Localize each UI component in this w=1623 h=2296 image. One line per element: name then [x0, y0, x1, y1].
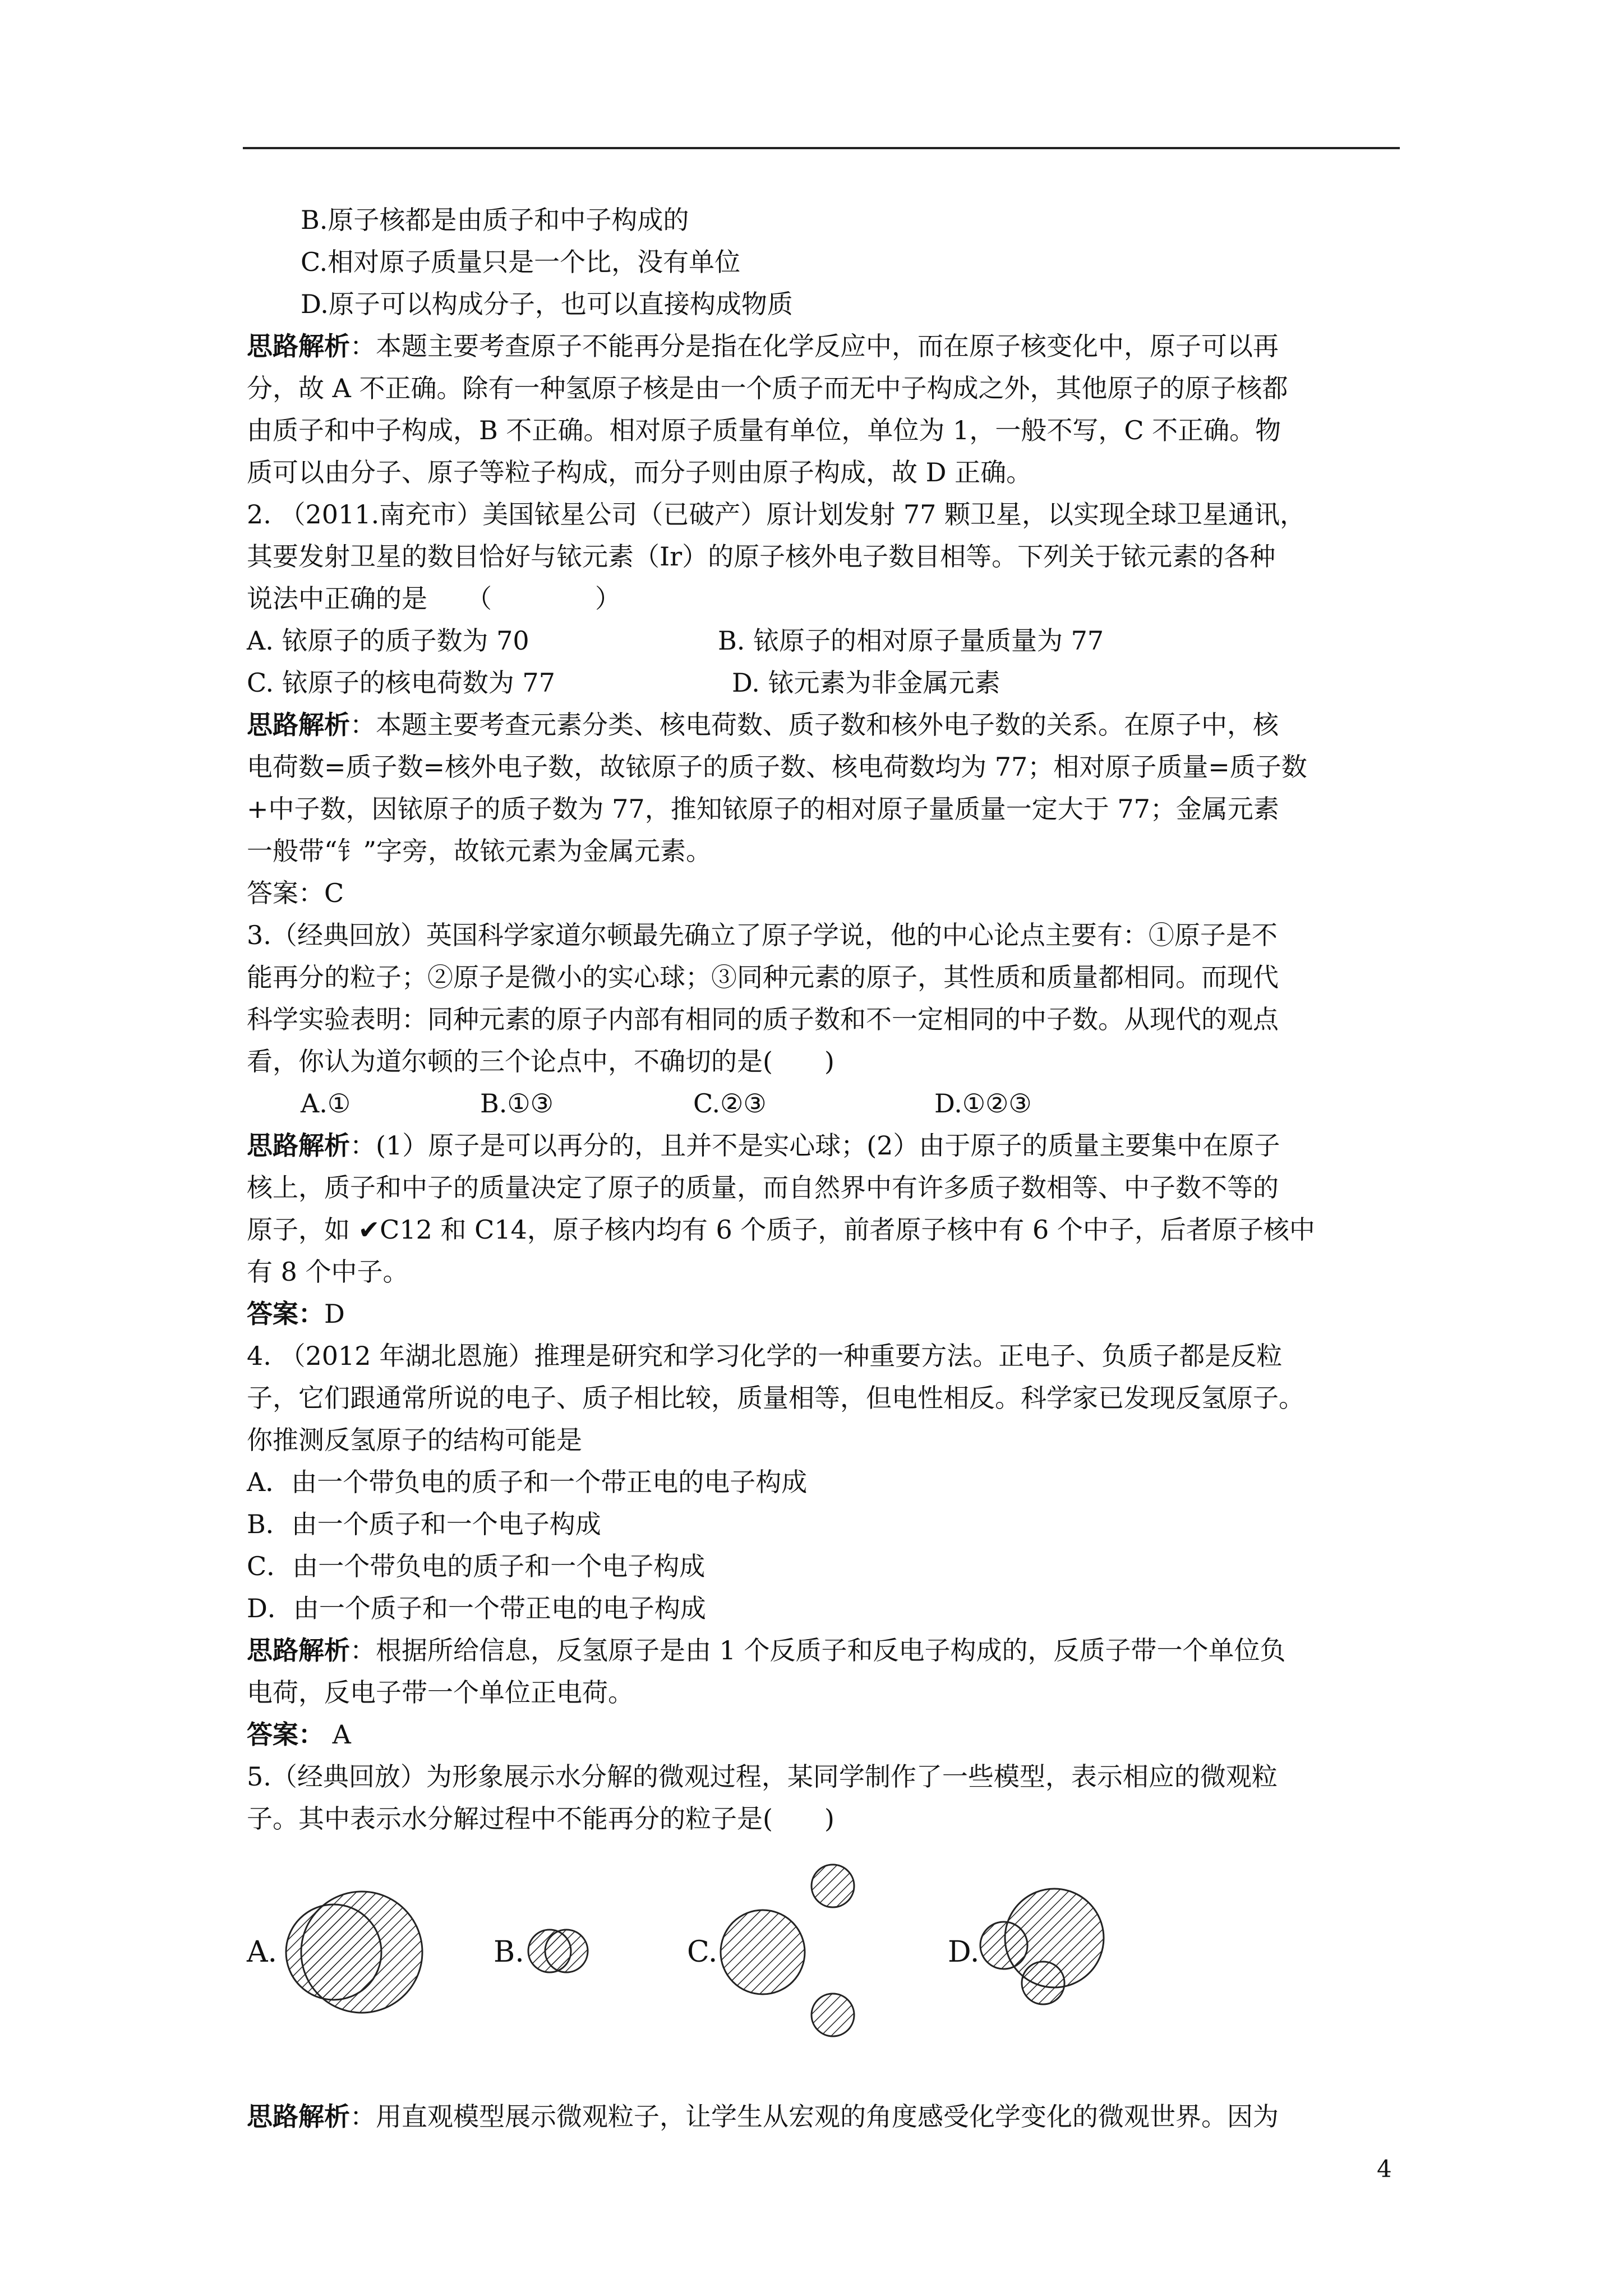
q3-analysis-line: 思路解析：(1）原子是可以再分的，且并不是实心球；(2）由于原子的质量主要集中在原子 [247, 1130, 1280, 1161]
q4-option-d: D．由一个质子和一个带正电的电子构成 [247, 1593, 706, 1623]
q4-option-a: A．由一个带负电的质子和一个带正电的电子构成 [247, 1467, 808, 1497]
q3-analysis-line: 有 8 个中子。 [247, 1257, 409, 1287]
q2-analysis-line: 思路解析：本题主要考查元素分类、核电荷数、质子数和核外电子数的关系。在原子中，核 [247, 710, 1279, 740]
model-label-a: A. [247, 1935, 278, 1969]
page-number: 4 [1377, 2155, 1392, 2183]
q3-stem-line: 3.（经典回放）英国科学家道尔顿最先确立了原子学说，他的中心论点主要有：①原子是不 [247, 920, 1278, 950]
model-b-molecule [528, 1930, 588, 1972]
q3-option-c: C.②③ [693, 1088, 767, 1119]
q2-analysis-line: 一般带“钅”字旁，故铱元素为金属元素。 [247, 836, 712, 866]
q3-analysis-line: 核上，质子和中子的质量决定了原子的质量，而自然界中有许多质子数相等、中子数不等的 [247, 1172, 1279, 1203]
q1-analysis-line: 分，故 A 不正确。除有一种氢原子核是由一个质子而无中子构成之外，其他原子的原子核都 [247, 373, 1288, 403]
model-label-b: B. [494, 1935, 524, 1969]
q4-analysis-line: 思路解析：根据所给信息，反氢原子是由 1 个反质子和反电子构成的，反质子带一个单位负 [247, 1635, 1286, 1665]
q3-option-b: B.①③ [480, 1088, 554, 1119]
answer-label: 答案： [247, 1299, 324, 1329]
q4-stem-line: 子，它们跟通常所说的电子、质子相比较，质量相等，但电性相反。科学家已发现反氢原子。 [247, 1383, 1304, 1413]
model-c-small-atom [811, 1865, 854, 1907]
model-d-molecule [980, 1889, 1104, 2004]
q3-stem-line: 能再分的粒子；②原子是微小的实心球；③同种元素的原子，其性质和质量都相同。而现代 [247, 962, 1279, 992]
q2-options-row-1 [247, 620, 1402, 662]
q4-option-c: C．由一个带负电的质子和一个电子构成 [247, 1551, 706, 1581]
q3-stem-line: 看，你认为道尔顿的三个论点中，不确切的是( ) [247, 1046, 834, 1076]
q3-analysis-line: 原子，如 ✔C12 和 C14，原子核内均有 6 个质子，前者原子核中有 6 个中子，后者原子核中 [247, 1214, 1315, 1245]
q2-stem-line: 2. （2011.南充市）美国铱星公司（已破产）原计划发射 77 颗卫星，以实现全球卫星通讯， [247, 499, 1306, 530]
model-c-atoms [721, 1865, 854, 2036]
q1-analysis-line: 由质子和中子构成，B 不正确。相对原子质量有单位，单位为 1，一般不写，C 不正确。物 [247, 415, 1281, 445]
q2-stem-line: 说法中正确的是 （ ） [247, 583, 621, 614]
q2-analysis-line: +中子数，因铱原子的质子数为 77，推知铱原子的相对原子量质量一定大于 77；金属元素 [247, 794, 1279, 824]
answer-label: 答案： [247, 1719, 324, 1750]
q2-options-row-2 [247, 662, 1402, 704]
model-label-c: C. [687, 1935, 718, 1969]
analysis-label: 思路解析 [247, 710, 350, 740]
q1-option-b: B.原子核都是由质子和中子构成的 [301, 205, 689, 235]
q3-option-d: D.①②③ [934, 1088, 1032, 1119]
particle-models-svg [247, 1857, 1144, 2081]
q1-analysis-line: 思路解析：本题主要考查原子不能再分是指在化学反应中，而在原子核变化中，原子可以再 [247, 331, 1279, 361]
q4-stem-line: 4. （2012 年湖北恩施）推理是研究和学习化学的一种重要方法。正电子、负质子都是反粒 [247, 1341, 1283, 1371]
model-d-small-atom [1022, 1962, 1064, 2004]
q1-option-d: D.原子可以构成分子，也可以直接构成物质 [301, 289, 793, 319]
q2-option-b: B. 铱原子的相对原子量质量为 77 [718, 625, 1104, 656]
q4-stem-line: 你推测反氢原子的结构可能是 [247, 1425, 582, 1455]
analysis-label: 思路解析 [247, 1130, 350, 1161]
q3-answer: 答案：D [247, 1299, 345, 1329]
q5-particle-models [247, 1857, 1402, 2081]
q1-option-c: C.相对原子质量只是一个比，没有单位 [301, 247, 741, 277]
q2-analysis-line: 电荷数=质子数=核外电子数，故铱原子的质子数、核电荷数均为 77；相对原子质量=质子数 [247, 752, 1307, 782]
q5-stem-line: 子。其中表示水分解过程中不能再分的粒子是( ) [247, 1803, 834, 1834]
q5-analysis-line: 思路解析：用直观模型展示微观粒子，让学生从宏观的角度感受化学变化的微观世界。因为 [247, 2101, 1279, 2132]
analysis-label: 思路解析 [247, 2101, 350, 2132]
model-label-d: D. [948, 1935, 980, 1969]
q4-answer: 答案： A [247, 1719, 351, 1750]
analysis-label: 思路解析 [247, 1635, 350, 1665]
q2-option-c: C. 铱原子的核电荷数为 77 [247, 668, 555, 698]
q3-stem-line: 科学实验表明：同种元素的原子内部有相同的质子数和不一定相同的中子数。从现代的观点 [247, 1004, 1279, 1034]
q2-stem-line: 其要发射卫星的数目恰好与铱元素（Ir）的原子核外电子数目相等。下列关于铱元素的各种 [247, 541, 1276, 572]
model-b-atom [545, 1930, 588, 1972]
q4-analysis-line: 电荷，反电子带一个单位正电荷。 [247, 1677, 634, 1708]
model-a-molecule [286, 1892, 422, 2013]
analysis-label: 思路解析 [247, 331, 350, 361]
model-a-large-atom [301, 1892, 422, 2013]
q3-option-a: A.① [301, 1088, 351, 1119]
header-rule [243, 147, 1400, 149]
page-content [247, 199, 1402, 2138]
model-c-small-atom [811, 1994, 854, 2036]
q2-answer: 答案：C [247, 878, 344, 908]
q2-option-d: D. 铱元素为非金属元素 [732, 668, 1000, 698]
q2-option-a: A. 铱原子的质子数为 70 [247, 625, 529, 656]
q5-stem-line: 5.（经典回放）为形象展示水分解的微观过程，某同学制作了一些模型，表示相应的微观粒 [247, 1761, 1278, 1792]
q4-option-b: B．由一个质子和一个电子构成 [247, 1509, 601, 1539]
q3-options-row [247, 1083, 1402, 1125]
model-c-large-atom [721, 1910, 805, 1994]
q1-analysis-line: 质可以由分子、原子等粒子构成，而分子则由原子构成，故 D 正确。 [247, 457, 1032, 487]
